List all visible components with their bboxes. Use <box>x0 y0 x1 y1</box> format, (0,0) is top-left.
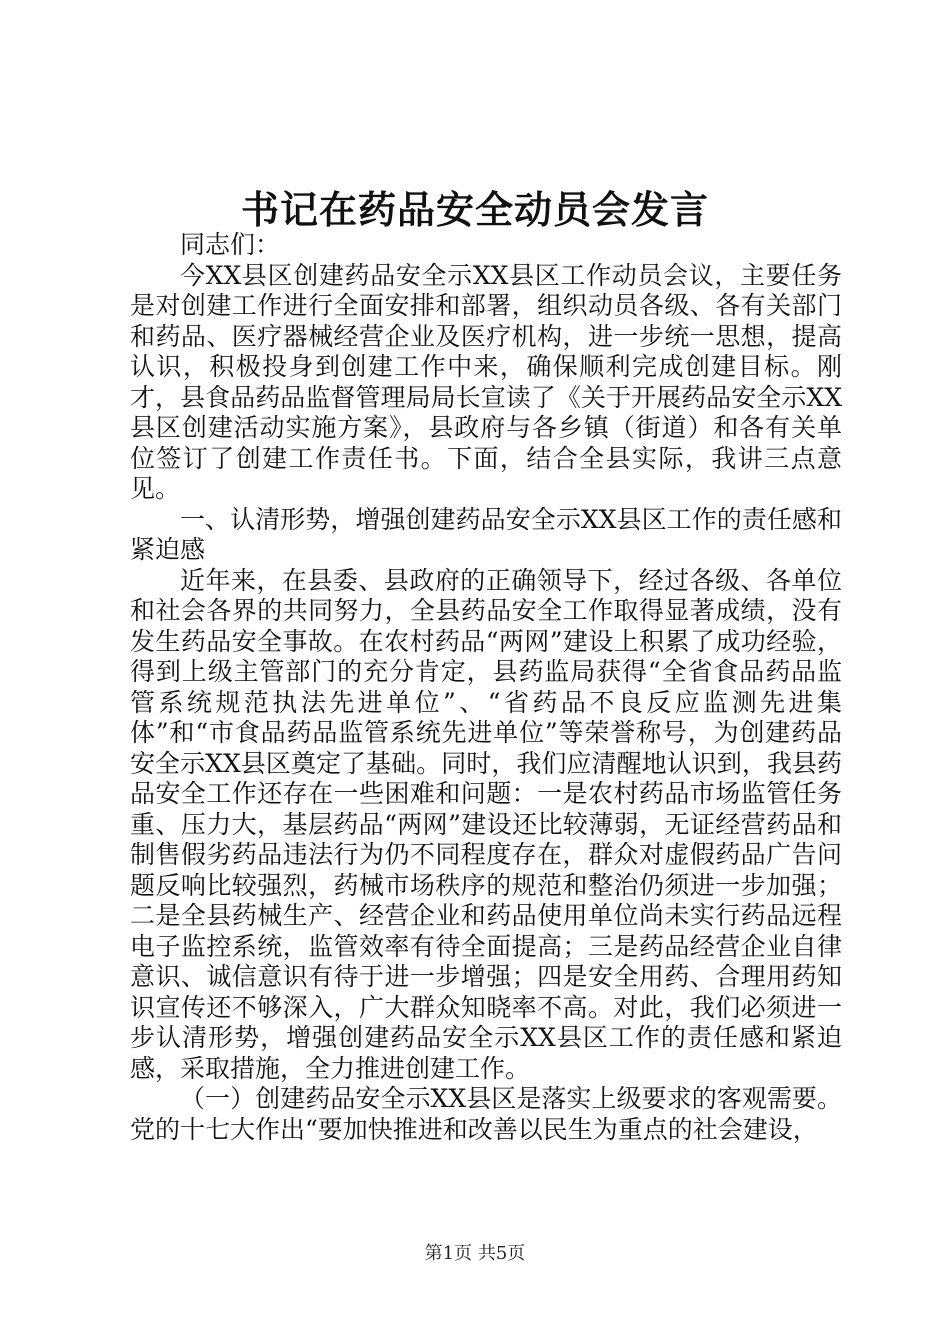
page-footer: 第1页 共5页 <box>424 1243 526 1264</box>
subsection-paragraph: （一）创建药品安全示XX县区是落实上级要求的客观需要。党的十七大作出“要加快推进和改善以民生为重点的社会建设， <box>130 1084 842 1144</box>
section-heading-1: 一、认清形势，增强创建药品安全示XX县区工作的责任感和紧迫感 <box>130 504 842 564</box>
document-title: 书记在药品安全动员会发言 <box>240 187 709 232</box>
document-body <box>130 230 842 1145</box>
intro-paragraph: 今XX县区创建药品安全示XX县区工作动员会议，主要任务是对创建工作进行全面安排和部署，组织动员各级、各有关部门和药品、医疗器械经营企业及医疗机构，进一步统一思想，提高认识，积极投身到创建工作中来，确保顺利完成创建目标。刚才，县食品药品监督管理局局长宣读了《关于开展药品安全示XX县区创建活动实施方案》，县政府与各乡镇（街道）和各有关单位签订了创建工作责任书。下面，结合全县实际，我讲三点意见。 <box>130 260 842 503</box>
body-paragraph: 近年来，在县委、县政府的正确领导下，经过各级、各单位和社会各界的共同努力，全县药品安全工作取得显著成绩，没有发生药品安全事故。在农村药品“两网”建设上积累了成功经验，得到上级主管部门的充分肯定，县药监局获得“全省食品药品监管系统规范执法先进单位”、“省药品不良反应监测先进集体”和“市食品药品监管系统先进单位”等荣誉称号，为创建药品安全示XX县区奠定了基础。同时，我们应清醒地认识到，我县药品安全工作还存在一些困难和问题：一是农村药品市场监管任务重、压力大，基层药品“两网”建设还比较薄弱，无证经营药品和制售假劣药品违法行为仍不同程度存在，群众对虚假药品广告问题反响比较强烈，药械市场秩序的规范和整治仍须进一步加强；二是全县药械生产、经营企业和药品使用单位尚未实行药品远程电子监控系统，监管效率有待全面提高；三是药品经营企业自律意识、诚信意识有待于进一步增强；四是安全用药、合理用药知识宣传还不够深入，广大群众知晓率不高。对此，我们必须进一步认清形势，增强创建药品安全示XX县区工作的责任感和紧迫感，采取措施，全力推进创建工作。 <box>130 565 842 1083</box>
salutation-paragraph: 同志们： <box>180 230 281 259</box>
